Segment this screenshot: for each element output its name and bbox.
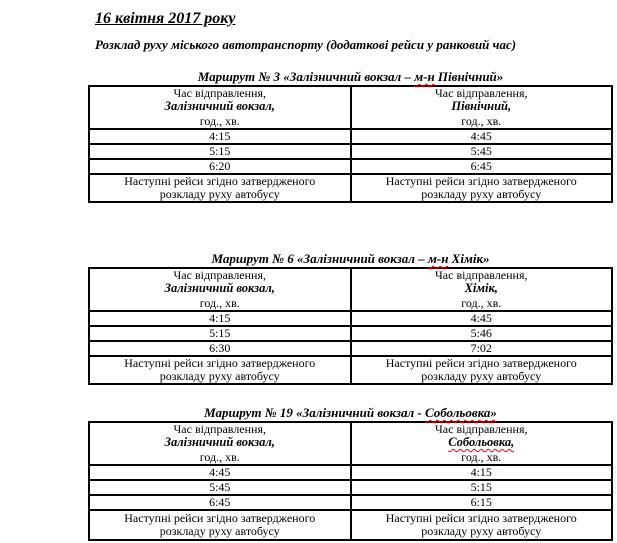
table-row [89,159,612,174]
note-line-2: розкладу руху автобусу [421,187,542,201]
table-footer-row [89,356,612,384]
time-cell: 5:46 [351,326,613,341]
table-row [89,341,612,356]
schedule-table-route-19 [88,421,613,541]
departure-label: Час відправлення, [173,86,266,100]
station-name: Залізничний вокзал, [164,99,275,113]
departure-label: Час відправлення, [435,268,528,282]
note-line-1: Наступні рейси згідно затвердженого [124,511,316,525]
table-header-row [89,268,612,311]
header-cell-destination [351,422,613,465]
table-row [89,144,612,159]
table-row [89,129,612,144]
table-title-rest: Північний» [434,69,504,84]
station-name: Північний, [451,99,512,113]
table-title-text: Маршрут № 19 «Залізничний вокзал - [204,405,425,420]
time-cell: 4:15 [351,465,613,480]
time-cell: 4:45 [351,311,613,326]
page-title: 16 квітня 2017 року [95,10,236,27]
note-line-2: розкладу руху автобусу [421,524,542,538]
table-row [89,495,612,510]
units-label: год., хв. [461,296,502,310]
departure-label: Час відправлення, [435,422,528,436]
schedule-table-route-3 [88,85,613,203]
time-cell: 4:15 [89,129,351,144]
units-label: год., хв. [461,114,502,128]
note-line-2: розкладу руху автобусу [159,369,280,383]
schedule-table-route-6 [88,267,613,385]
note-line-2: розкладу руху автобусу [159,524,280,538]
table-title-route-19 [88,405,613,421]
header-cell-origin [89,86,351,129]
note-line-1: Наступні рейси згідно затвердженого [124,356,316,370]
departure-label: Час відправлення, [173,422,266,436]
table-title-text: Маршрут № 3 «Залізничний вокзал – [197,69,415,84]
departure-label: Час відправлення, [435,86,528,100]
table-header-row [89,422,612,465]
station-name: Собольовка, [448,435,515,449]
station-name: Хімік, [464,281,498,295]
note-line-2: розкладу руху автобусу [159,187,280,201]
units-label: год., хв. [199,114,240,128]
table-footer-row [89,510,612,540]
note-line-1: Наступні рейси згідно затвердженого [385,174,577,188]
next-trips-note [89,356,351,384]
time-cell: 4:15 [89,311,351,326]
note-line-2: розкладу руху автобусу [421,369,542,383]
units-label: год., хв. [461,450,502,464]
time-cell: 6:45 [351,159,613,174]
table-row [89,326,612,341]
units-label: год., хв. [199,296,240,310]
table-title-misspelled-word: Собольовка» [424,405,497,420]
time-cell: 6:45 [89,495,351,510]
next-trips-note [89,510,351,540]
time-cell: 5:15 [89,144,351,159]
time-cell: 5:45 [89,480,351,495]
table-title-rest: Хімік» [448,251,490,266]
station-name: Залізничний вокзал, [164,281,275,295]
table-title-misspelled-word: м-н [414,69,435,84]
table-header-row [89,86,612,129]
header-cell-origin [89,422,351,465]
page-subtitle: Розклад руху міського автотранспорту (додаткові рейси у ранковий час) [95,37,517,52]
note-line-1: Наступні рейси згідно затвердженого [124,174,316,188]
header-cell-origin [89,268,351,311]
time-cell: 5:15 [351,480,613,495]
header-cell-destination [351,86,613,129]
table-title-route-3 [88,69,613,85]
station-name: Залізничний вокзал, [164,435,275,449]
next-trips-note [351,356,613,384]
time-cell: 6:15 [351,495,613,510]
header-cell-destination [351,268,613,311]
table-title-route-6 [88,251,613,267]
table-row [89,480,612,495]
time-cell: 4:45 [89,465,351,480]
next-trips-note [89,174,351,202]
time-cell: 4:45 [351,129,613,144]
table-row [89,465,612,480]
table-title-text: Маршрут № 6 «Залізничний вокзал – [211,251,428,266]
next-trips-note [351,510,613,540]
departure-label: Час відправлення, [173,268,266,282]
note-line-1: Наступні рейси згідно затвердженого [385,511,577,525]
time-cell: 6:30 [89,341,351,356]
note-line-1: Наступні рейси згідно затвердженого [385,356,577,370]
units-label: год., хв. [199,450,240,464]
table-footer-row [89,174,612,202]
time-cell: 7:02 [351,341,613,356]
time-cell: 5:45 [351,144,613,159]
next-trips-note [351,174,613,202]
table-title-misspelled-word: м-н [427,251,449,266]
time-cell: 5:15 [89,326,351,341]
time-cell: 6:20 [89,159,351,174]
table-row [89,311,612,326]
